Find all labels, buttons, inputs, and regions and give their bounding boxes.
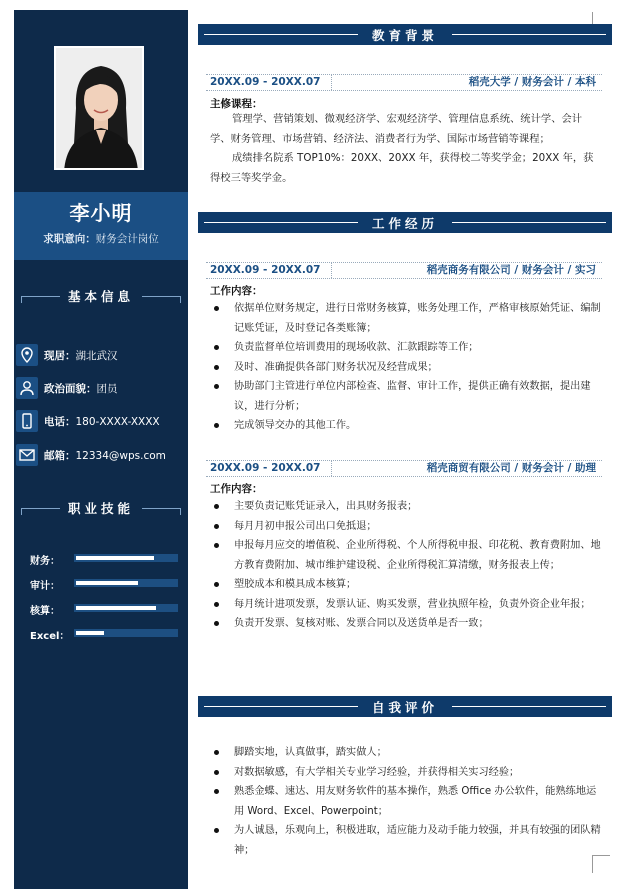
profile-photo <box>54 46 144 170</box>
self-eval-heading: 自我评价 <box>198 696 612 717</box>
list-item: 对数据敏感，有大学相关专业学习经验，并获得相关实习经验； <box>210 763 602 783</box>
list-item: 负责开发票、复核对账、发票合同以及送货单是否一致； <box>210 614 602 634</box>
skill-finance: 财务： <box>30 552 190 566</box>
education-entry-header <box>206 74 602 91</box>
course-label: 主修课程： <box>210 98 263 110</box>
job-date: 20XX.09 - 20XX.07 <box>206 461 332 476</box>
phone-icon <box>16 410 38 432</box>
job-intent: 求职意向：财务会计岗位 <box>43 233 159 245</box>
list-item: 脚踏实地，认真做事，踏实做人； <box>210 743 602 763</box>
basic-info-heading: 基本信息 <box>24 286 178 306</box>
list-item: 负责监督单位培训费用的现场收款、汇款跟踪等工作； <box>210 338 602 358</box>
list-item: 塑胶成本和模具成本核算； <box>210 575 602 595</box>
job-content-label: 工作内容： <box>210 285 263 297</box>
list-item: 为人诚恳，乐观向上，积极进取，适应能力及动手能力较强，并具有较强的团队精神； <box>210 821 602 860</box>
list-item: 每月统计进项发票，发票认证、购买发票，营业执照年检，负责外资企业年报； <box>210 595 602 615</box>
name-box <box>14 192 188 260</box>
skill-bar <box>74 554 178 562</box>
list-item: 依据单位财务规定，进行日常财务核算，账务处理工作，严格审核原始凭证、编制记账凭证，及时登记各类账簿； <box>210 299 602 338</box>
list-item: 及时、准确提供各部门财务状况及经营成果； <box>210 358 602 378</box>
job-entry-header <box>206 262 602 279</box>
list-item: 协助部门主管进行单位内部检查、监督、审计工作，提供正确有效数据，提出建议，进行分析； <box>210 377 602 416</box>
avatar <box>56 48 144 170</box>
skill-bar <box>74 604 178 612</box>
skill-bar-fill <box>76 631 104 635</box>
job-duties-list <box>210 299 602 436</box>
education-heading: 教育背景 <box>198 24 612 45</box>
sidebar <box>14 10 188 889</box>
skill-bar <box>74 629 178 637</box>
skill-audit: 审计： <box>30 577 190 591</box>
course-text: 管理学、营销策划、微观经济学、宏观经济学、管理信息系统、统计学、会计学、财务管理、市场营销、经济法、消费者行为学、国际市场营销等课程； <box>210 113 583 145</box>
location-icon <box>16 344 38 366</box>
job-company: 稻壳商务有限公司 / 财务会计 / 实习 <box>426 264 596 276</box>
info-email: 邮箱：12334@wps.com <box>14 444 188 468</box>
list-item: 熟悉金蝶、速达、用友财务软件的基本操作，熟悉 Office 办公软件，能熟练地运用 Word、Excel、Powerpoint； <box>210 782 602 821</box>
self-eval-list <box>210 743 602 860</box>
list-item: 完成领导交办的其他工作。 <box>210 416 602 436</box>
work-heading: 工作经历 <box>198 212 612 233</box>
skill-bar-fill <box>76 606 156 610</box>
rank-text: 成绩排名院系 TOP10%：20XX、20XX 年，获得校二等奖学金；20XX 年，获得校三等奖学金。 <box>210 152 594 184</box>
job-date: 20XX.09 - 20XX.07 <box>206 263 332 278</box>
skill-excel: Excel： <box>30 627 190 641</box>
info-location: 现居：湖北武汉 <box>14 344 188 368</box>
skills-heading: 职业技能 <box>24 498 178 518</box>
person-icon <box>16 377 38 399</box>
education-school: 稻壳大学 / 财务会计 / 本科 <box>468 76 596 88</box>
job-duties-list <box>210 497 602 634</box>
education-date: 20XX.09 - 20XX.07 <box>206 75 332 90</box>
job-content-label: 工作内容： <box>210 483 263 495</box>
list-item: 申报每月应交的增值税、企业所得税、个人所得税申报、印花税、教育费附加、地方教育费附加、城市维护建设税、企业所得税汇算清缴，财务报表上传； <box>210 536 602 575</box>
skill-accounting: 核算： <box>30 602 190 616</box>
skill-bar <box>74 579 178 587</box>
skill-bar-fill <box>76 556 154 560</box>
job-entry-header <box>206 460 602 477</box>
skill-bar-fill <box>76 581 138 585</box>
info-political-status: 政治面貌：团员 <box>14 377 188 401</box>
list-item: 每月月初申报公司出口免抵退； <box>210 517 602 537</box>
list-item: 主要负责记账凭证录入，出具财务报表； <box>210 497 602 517</box>
mail-icon <box>16 444 38 466</box>
candidate-name: 李小明 <box>69 201 133 225</box>
info-phone: 电话：180-XXXX-XXXX <box>14 410 188 434</box>
job-company: 稻壳商贸有限公司 / 财务会计 / 助理 <box>426 462 596 474</box>
